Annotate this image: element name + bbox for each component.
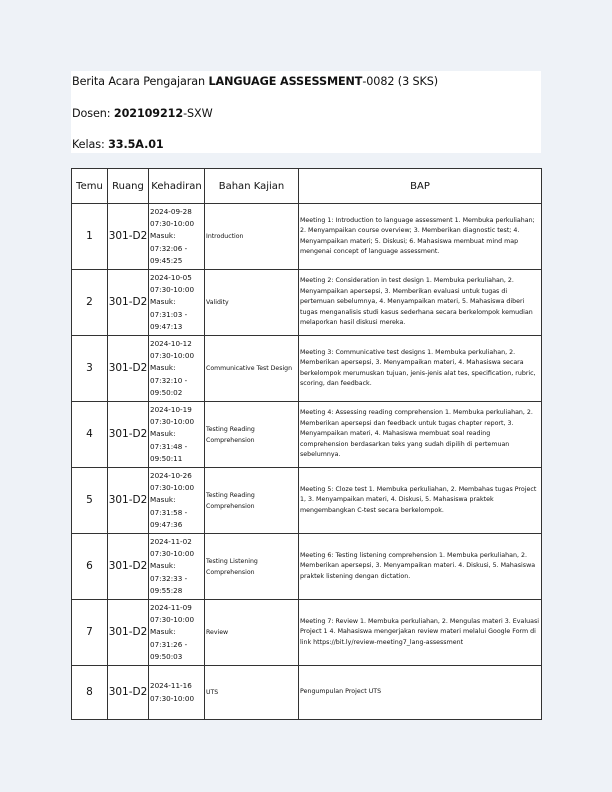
course-name: LANGUAGE ASSESSMENT	[208, 75, 363, 88]
bap-text: Meeting 3: Communicative test designs 1. Membuka perkuliahan, 2. Memberikan apersepsi, 3. Menyampaikan materi, 4. Mahasiswa secara berkelompok merumuskan tujuan, jenis-jenis alat tes, specification, rubric, scoring, dan feedback.	[299, 336, 542, 402]
room: 301-D2	[108, 336, 149, 402]
table-row	[72, 402, 542, 468]
class-line: Kelas: 33.5A.01	[72, 138, 164, 151]
meeting-number: 6	[72, 534, 108, 600]
topic: Testing Reading Comprehension	[205, 402, 299, 468]
column-header-kehadiran: Kehadiran	[149, 169, 205, 204]
meeting-number: 1	[72, 204, 108, 270]
lecturer-line: Dosen: 202109212-SXW	[72, 107, 213, 120]
table-row	[72, 336, 542, 402]
bap-text: Meeting 7: Review 1. Membuka perkuliahan, 2. Mengulas materi 3. Evaluasi Project 1 4. Mahasiswa mengerjakan review materi melalui Google Form di link https://bit.ly/review-meeting7_lang-assessment	[299, 600, 542, 666]
topic: Testing Reading Comprehension	[205, 468, 299, 534]
attendance: 2024-10-12 07:30-10:00 Masuk: 07:32:10 - 09:50:02	[149, 336, 205, 402]
topic: Introduction	[205, 204, 299, 270]
attendance: 2024-11-09 07:30-10:00 Masuk: 07:31:26 - 09:50:03	[149, 600, 205, 666]
attendance: 2024-10-26 07:30-10:00 Masuk: 07:31:58 - 09:47:36	[149, 468, 205, 534]
column-header-bahan-kajian: Bahan Kajian	[205, 169, 299, 204]
report-header	[71, 71, 541, 153]
table-row	[72, 600, 542, 666]
topic: UTS	[205, 666, 299, 720]
topic: Communicative Test Design	[205, 336, 299, 402]
topic: Review	[205, 600, 299, 666]
bap-text: Pengumpulan Project UTS	[299, 666, 542, 720]
room: 301-D2	[108, 666, 149, 720]
topic: Testing Listening Comprehension	[205, 534, 299, 600]
table-row	[72, 534, 542, 600]
room: 301-D2	[108, 204, 149, 270]
attendance: 2024-10-05 07:30-10:00 Masuk: 07:31:03 - 09:47:13	[149, 270, 205, 336]
lecturer-id: 202109212	[113, 107, 184, 120]
table-row	[72, 204, 542, 270]
topic: Validity	[205, 270, 299, 336]
room: 301-D2	[108, 600, 149, 666]
bap-text: Meeting 5: Cloze test 1. Membuka perkuliahan, 2. Membahas tugas Project 1, 3. Menyampaikan materi, 4. Diskusi, 5. Mahasiswa praktek mengembangkan C-test secara berkelompok.	[299, 468, 542, 534]
table-header-row	[72, 169, 542, 204]
attendance-table	[71, 168, 542, 720]
bap-text: Meeting 2: Consideration in test design 1. Membuka perkuliahan, 2. Menyampaikan apersepsi, 3. Memberikan evaluasi untuk tugas di pertemuan sebelumnya, 4. Menyampaikan materi, 5. Mahasiswa diberi tugas menganalisis studi kasus sederhana secara berkelompok kemudian melaporkan hasil diskusi mereka.	[299, 270, 542, 336]
meeting-number: 7	[72, 600, 108, 666]
meeting-number: 3	[72, 336, 108, 402]
attendance: 2024-11-16 07:30-10:00	[149, 666, 205, 720]
attendance: 2024-10-19 07:30-10:00 Masuk: 07:31:48 - 09:50:11	[149, 402, 205, 468]
bap-text: Meeting 1: Introduction to language assessment 1. Membuka perkuliahan; 2. Menyampaikan course overview; 3. Memberikan diagnostic test; 4. Menyampaikan materi; 5. Diskusi; 6. Mahasiswa membuat mind map mengenai concept of language assessment.	[299, 204, 542, 270]
bap-text: Meeting 4: Assessing reading comprehension 1. Membuka perkuliahan, 2. Memberikan apersepsi dan feedback untuk tugas chapter report, 3. Menyampaikan materi, 4. Mahasiswa membuat soal reading comprehension berdasarkan teks yang sudah dipilih di pertemuan sebelumnya.	[299, 402, 542, 468]
column-header-temu: Temu	[72, 169, 108, 204]
column-header-bap: BAP	[299, 169, 542, 204]
bap-text: Meeting 6: Testing listening comprehension 1. Membuka perkuliahan, 2. Memberikan apersepsi, 3. Menyampaikan materi. 4. Diskusi, 5. Mahasiswa praktek listening dengan dictation.	[299, 534, 542, 600]
meeting-number: 2	[72, 270, 108, 336]
meeting-number: 5	[72, 468, 108, 534]
meeting-number: 8	[72, 666, 108, 720]
meeting-number: 4	[72, 402, 108, 468]
table-row	[72, 666, 542, 720]
room: 301-D2	[108, 270, 149, 336]
room: 301-D2	[108, 402, 149, 468]
room: 301-D2	[108, 468, 149, 534]
attendance: 2024-11-02 07:30-10:00 Masuk: 07:32:33 - 09:55:28	[149, 534, 205, 600]
class-id: 33.5A.01	[108, 138, 164, 151]
table-row	[72, 468, 542, 534]
course-title: Berita Acara Pengajaran LANGUAGE ASSESSMENT-0082 (3 SKS)	[72, 75, 439, 88]
table-row	[72, 270, 542, 336]
room: 301-D2	[108, 534, 149, 600]
column-header-ruang: Ruang	[108, 169, 149, 204]
attendance: 2024-09-28 07:30-10:00 Masuk: 07:32:06 - 09:45:25	[149, 204, 205, 270]
